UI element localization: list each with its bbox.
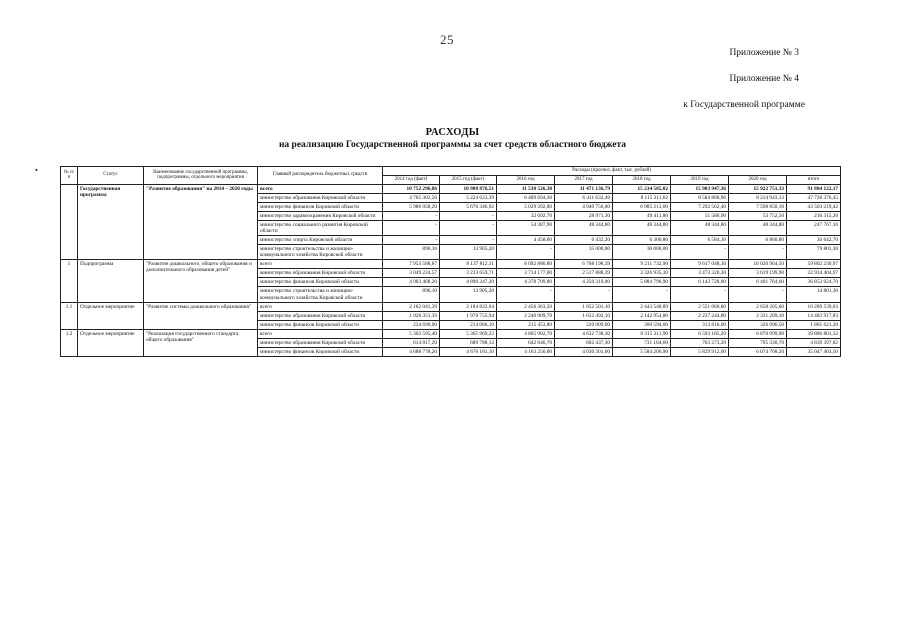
row-value-cell: 8 092 886,80 [497,260,555,269]
row-value-cell: 2 456 363,50 [497,302,555,311]
row-value-cell: 3 233 659,71 [440,269,497,278]
row-value-cell: - [671,245,729,260]
row-value-cell: 4 030 301,00 [555,347,613,356]
row-value-cell: 5 884 796,90 [613,278,671,287]
row-value-cell: 2 162 041,39 [383,302,440,311]
row-value-cell: 2 142 954,80 [613,311,671,320]
row-value-cell: 4 903 468,20 [383,278,440,287]
row-value-cell: 9 617 048,30 [671,260,729,269]
header-year-2016: 2016 год [497,175,555,184]
row-value-cell: 4 378 709,80 [497,278,555,287]
row-value-cell: 59 802 230,97 [787,260,841,269]
row-value-cell: 5 670 346,92 [440,202,497,211]
header-name: Наименование государственной программы, подпрограммы, отдельного мероприятия [144,167,258,185]
row-value-cell: 4 890 247,20 [440,278,497,287]
row-name-cell: "Развитие образования" на 2014 – 2020 годы [144,184,258,260]
table-body [61,184,841,357]
row-distributor-cell: министерство финансов Кировской области [258,347,383,356]
row-value-cell: - [729,287,787,302]
row-value-cell: - [555,287,613,302]
row-value-cell: 13 905,20 [440,245,497,260]
row-status-cell: Подпрограмма [78,260,144,302]
row-value-cell: 4 632 738,30 [555,329,613,338]
row-value-cell: 1 852 501,10 [555,302,613,311]
row-value-cell: 10 020 964,50 [729,260,787,269]
row-value-cell: 214 066,10 [440,320,497,329]
row-value-cell: 51 586,90 [671,211,729,220]
row-value-cell: 14 483 917,83 [787,311,841,320]
row-value-cell: - [497,287,555,302]
row-value-cell: 6 985 213,00 [613,202,671,211]
row-value-cell: 1 928 351,39 [383,311,440,320]
row-value-cell: 247 767,10 [787,220,841,235]
row-value-cell: 5 303 595,40 [383,329,440,338]
row-value-cell: 4 676 181,10 [440,347,497,356]
row-name-cell: "Развитие дошкольного, общего образования и дополнительного образования детей" [144,260,258,302]
row-status-cell: Отдельное мероприятие [78,302,144,329]
row-distributor-cell: министерство социального развития Кировской области [258,220,383,235]
row-value-cell: 6 584,30 [671,235,729,244]
header-distributor: Главный распорядитель бюджетных средств [258,167,383,185]
document-subtitle: на реализацию Государственной программы за счет средств областного бюджета [278,140,627,150]
row-value-cell: 39 886 801,32 [787,329,841,338]
row-value-cell: 2 443 548,89 [613,302,671,311]
row-value-cell: - [383,220,440,235]
row-value-cell: 2 240 909,70 [497,311,555,320]
row-value-cell: 6 768 198,39 [555,260,613,269]
row-value-cell: 6 870 099,90 [729,329,787,338]
row-distributor-cell: министерство финансов Кировской области [258,278,383,287]
header-year-2015: 2015 год (факт) [440,175,497,184]
row-value-cell: 14 801,30 [787,287,841,302]
row-value-cell: 4 250 310,00 [555,278,613,287]
row-value-cell: 795 330,70 [729,338,787,347]
row-value-cell: 9 211 732,90 [613,260,671,269]
row-value-cell: 15 903 947,36 [671,184,729,193]
row-value-cell: 763 273,20 [671,338,729,347]
header-num: № п/п [61,167,78,185]
row-value-cell: 5 584 206,90 [613,347,671,356]
row-value-cell: 4 765 302,56 [383,193,440,202]
row-value-cell: 313 816,00 [671,320,729,329]
row-value-cell: 11 530 526,30 [497,184,555,193]
row-value-cell: 6 860,80 [729,235,787,244]
header-expenses-group: Расходы (прогноз, факт, тыс. рублей) [383,167,841,176]
row-num-cell [61,184,78,260]
row-value-cell: 3 326 935,10 [613,269,671,278]
budget-table [60,166,841,357]
row-value-cell: 6 432,20 [555,235,613,244]
row-value-cell: 215 453,80 [497,320,555,329]
row-name-cell: "Развитие системы дошкольного образования" [144,302,258,329]
row-value-cell: 8 137 812,11 [440,260,497,269]
row-value-cell: 10 908 876,51 [440,184,497,193]
row-value-cell: 6 593 185,20 [671,329,729,338]
row-value-cell: 1 970 755,94 [440,311,497,320]
row-distributor-cell: министерство финансов Кировской области [258,202,383,211]
row-value-cell: 30 000,00 [613,245,671,260]
row-value-cell: 48 344,80 [613,220,671,235]
row-value-cell: 3 619 199,90 [729,269,787,278]
row-value-cell: 15 234 585,02 [613,184,671,193]
header-total: итого [787,175,841,184]
row-value-cell: 220 009,00 [555,320,613,329]
row-num-cell: 1.2 [61,329,78,356]
row-distributor-cell: всего [258,329,383,338]
row-value-cell: 3 049 224,57 [383,269,440,278]
row-value-cell: 47 726 376,45 [787,193,841,202]
row-value-cell: - [671,287,729,302]
row-value-cell: 15 922 751,33 [729,184,787,193]
margin-mark: • [35,166,38,175]
table-row [61,302,841,311]
row-value-cell: 602 437,30 [555,338,613,347]
row-distributor-cell: министерство строительства и жилищно-коммунального хозяйства Кировской области [258,245,383,260]
appendix-line-2: Приложение № 4 [729,74,799,84]
row-value-cell: 1 632 492,10 [555,311,613,320]
page-number: 25 [440,32,454,47]
row-distributor-cell: министерство образования Кировской области [258,338,383,347]
row-distributor-cell: министерство образования Кировской области [258,269,383,278]
row-value-cell: 13 905,20 [440,287,497,302]
row-num-cell: 1 [61,260,78,302]
row-status-cell: Государственная программа [78,184,144,260]
header-year-2014: 2014 год (факт) [383,175,440,184]
row-value-cell: 1 805 621,20 [787,320,841,329]
header-year-2018: 2018 год [613,175,671,184]
row-value-cell: 4 940 756,00 [555,202,613,211]
row-value-cell: 6 401 764,60 [729,278,787,287]
row-value-cell: 642 646,70 [497,338,555,347]
row-value-cell: 4 458,60 [497,235,555,244]
row-num-cell: 1.1 [61,302,78,329]
row-value-cell: 2 184 822,04 [440,302,497,311]
appendix-line-3: к Государственной программе [683,100,805,110]
row-value-cell: - [613,287,671,302]
row-value-cell: 48 344,80 [555,220,613,235]
row-distributor-cell: министерство образования Кировской области [258,311,383,320]
row-value-cell: 689 788,12 [440,338,497,347]
row-value-cell: 2 331 209,10 [729,311,787,320]
row-value-cell: 4 163 256,00 [497,347,555,356]
row-value-cell: 2 517 888,39 [555,269,613,278]
row-value-cell: 79 801,30 [787,245,841,260]
row-status-cell: Отдельное мероприятие [78,329,144,356]
header-status: Статус [78,167,144,185]
row-value-cell: 4 688 778,20 [383,347,440,356]
document-title: РАСХОДЫ [425,127,480,138]
row-value-cell: 614 817,20 [383,338,440,347]
row-distributor-cell: всего [258,302,383,311]
appendix-line-1: Приложение № 3 [729,48,799,58]
table-row [61,260,841,269]
row-value-cell: 30 642,70 [787,235,841,244]
row-value-cell: 3 473 320,30 [671,269,729,278]
row-value-cell: 11 471 136,79 [555,184,613,193]
row-value-cell: 53 752,50 [729,211,787,220]
row-value-cell: 10 752 296,86 [383,184,440,193]
row-value-cell: 22 934 404,97 [787,269,841,278]
row-value-cell: - [440,235,497,244]
header-year-2020: 2020 год [729,175,787,184]
row-value-cell: 36 853 024,70 [787,278,841,287]
table-row [61,184,841,193]
row-value-cell: - [383,211,440,220]
row-value-cell: 7 953 588,87 [383,260,440,269]
row-value-cell: 16 289 539,03 [787,302,841,311]
row-value-cell: 2 658 205,60 [729,302,787,311]
row-value-cell: 896,10 [383,245,440,260]
table-header [61,167,841,185]
row-value-cell: 49 411,80 [613,211,671,220]
table-row [61,329,841,338]
row-value-cell: 5 829 912,00 [671,347,729,356]
row-value-cell: 896,10 [383,287,440,302]
header-year-2017: 2017 год [555,175,613,184]
row-value-cell: 2 237 244,80 [671,311,729,320]
row-value-cell: 91 804 122,17 [787,184,841,193]
row-value-cell: 5 224 623,39 [440,193,497,202]
row-value-cell: 8 584 868,96 [671,193,729,202]
row-value-cell: - [383,235,440,244]
row-distributor-cell: министерство образования Кировской области [258,193,383,202]
header-year-2019: 2019 год [671,175,729,184]
row-value-cell: 8 214 943,13 [729,193,787,202]
row-value-cell: - [440,211,497,220]
row-value-cell: 3 714 177,00 [497,269,555,278]
row-value-cell: 326 996,50 [729,320,787,329]
row-value-cell: 7 292 562,40 [671,202,729,211]
row-value-cell: 28 971,30 [555,211,613,220]
row-value-cell: 35 000,00 [555,245,613,260]
row-distributor-cell: министерство финансов Кировской области [258,320,383,329]
row-distributor-cell: всего [258,184,383,193]
row-value-cell: 6 411 632,49 [555,193,613,202]
row-value-cell: 5 986 058,20 [383,202,440,211]
row-value-cell: 6 143 728,00 [671,278,729,287]
row-value-cell: 5 029 392,80 [497,202,555,211]
row-distributor-cell: министерство спорта Кировской области [258,235,383,244]
row-value-cell: 234 690,00 [383,320,440,329]
row-value-cell: 35 047 403,50 [787,347,841,356]
row-distributor-cell: всего [258,260,383,269]
row-value-cell: - [729,245,787,260]
row-value-cell: 300 594,00 [613,320,671,329]
row-value-cell: 43 503 219,42 [787,202,841,211]
row-distributor-cell: министерство строительства и жилищно-коммунального хозяйства Кировской области [258,287,383,302]
row-name-cell: "Реализация государственного стандарта общего образования" [144,329,258,356]
row-value-cell: 6 306,80 [613,235,671,244]
row-value-cell: 48 344,80 [671,220,729,235]
row-distributor-cell: министерство здравоохранения Кировской области [258,211,383,220]
row-value-cell: 54 387,90 [497,220,555,235]
row-value-cell: 7 598 850,10 [729,202,787,211]
row-value-cell: 6 315 311,90 [613,329,671,338]
row-value-cell: - [440,220,497,235]
row-value-cell: 216 315,20 [787,211,841,220]
row-value-cell: 5 365 969,22 [440,329,497,338]
row-value-cell: 48 344,80 [729,220,787,235]
row-value-cell: 8 115 311,62 [613,193,671,202]
row-value-cell: 6 409 694,30 [497,193,555,202]
row-value-cell: 4 805 902,70 [497,329,555,338]
row-value-cell: 2 551 060,80 [671,302,729,311]
row-value-cell: 4 839 397,82 [787,338,841,347]
row-value-cell: - [497,245,555,260]
row-value-cell: 731 104,60 [613,338,671,347]
row-value-cell: 6 074 768,20 [729,347,787,356]
row-value-cell: 32 692,70 [497,211,555,220]
